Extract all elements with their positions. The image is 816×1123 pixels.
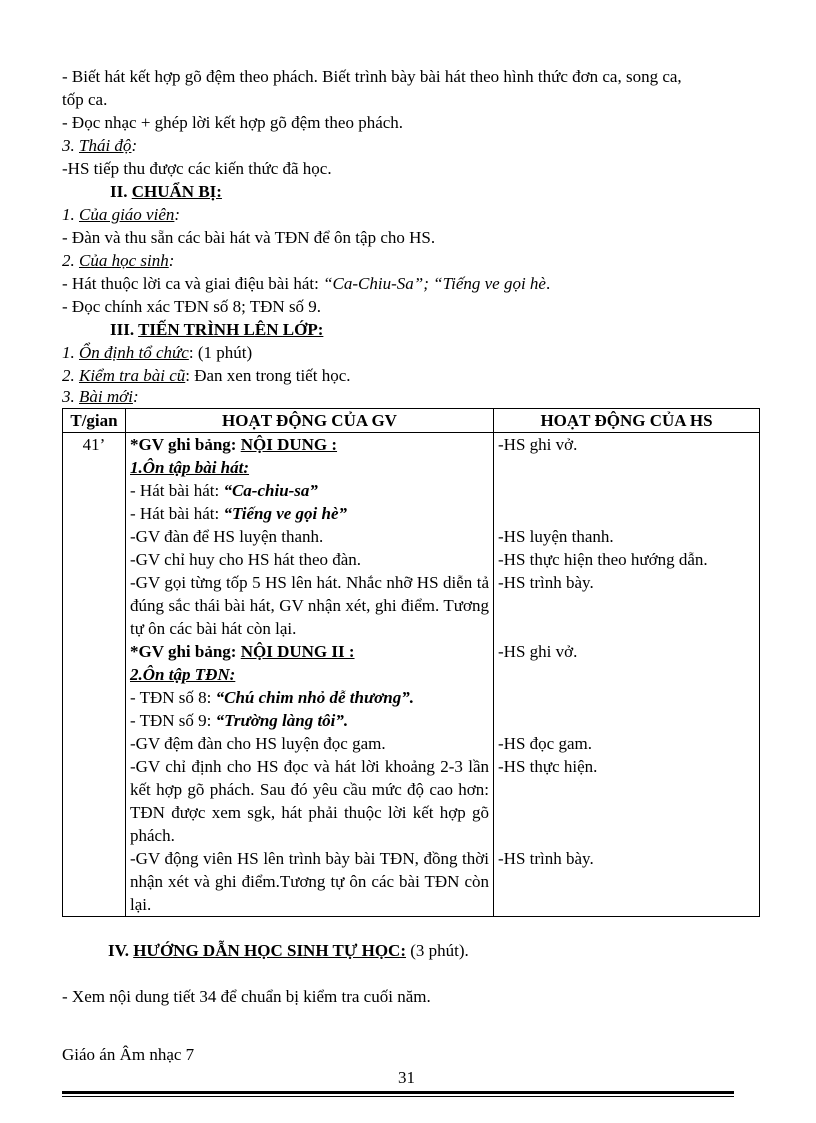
hs-spacer — [498, 824, 755, 847]
gv-content-title: NỘI DUNG II : — [240, 642, 355, 661]
gv-song-title: “Ca-chiu-sa” — [223, 481, 318, 500]
student-activity-cell — [494, 433, 760, 917]
section-3-number: III. — [110, 320, 135, 339]
gv-line: -GV chỉ định cho HS đọc và hát lời khoảng 2-3 lần kết hợp gõ phách. Sau đó yêu cầu mức độ cao hơn: TĐN được xem sgk, hát phải thuộc lời kết hợp gõ phách. — [130, 757, 489, 845]
hs-line: -HS luyện thanh. — [498, 527, 614, 546]
step-3-number: 3. — [62, 387, 75, 406]
gv-content-title: NỘI DUNG : — [240, 435, 338, 454]
attitude-number: 3. — [62, 136, 75, 155]
hs-spacer — [498, 594, 755, 617]
gv-line: 1.Ôn tập bài hát: — [130, 458, 250, 477]
step-1-number: 1. — [62, 343, 75, 362]
section-3-heading — [110, 319, 323, 341]
gv-text: - TĐN số 9: — [130, 711, 216, 730]
song-titles: “Ca-Chiu-Sa”; “Tiếng ve gọi hè — [323, 274, 546, 293]
hs-line: -HS thực hiện theo hướng dẫn. — [498, 550, 708, 569]
step-1-rest: : (1 phút) — [188, 343, 253, 362]
gv-line: -GV động viên HS lên trình bày bài TĐN, đồng thời nhận xét và ghi điểm.Tương tự ôn các bài TĐN còn lại. — [130, 849, 489, 914]
hs-spacer — [498, 801, 755, 824]
section-2-number: II. — [110, 182, 128, 201]
footer-rule-thick — [62, 1091, 734, 1094]
gv-exercise-title: “Trường làng tôi”. — [215, 711, 349, 730]
gv-board-label: *GV ghi bảng: — [130, 435, 241, 454]
hs-line: -HS trình bày. — [498, 573, 594, 592]
section-4-rest: (3 phút). — [406, 941, 469, 960]
hs-spacer — [498, 479, 755, 502]
table-row — [63, 433, 760, 917]
gv-line: -GV gọi từng tốp 5 HS lên hát. Nhắc nhỡ HS diễn tả đúng sắc thái bài hát, GV nhận xét, ghi điểm. Tương tự ôn các bài hát còn lại. — [130, 573, 489, 638]
gv-text: - TĐN số 8: — [130, 688, 216, 707]
student-prep-text-1 — [62, 273, 550, 295]
hs-spacer — [498, 778, 755, 801]
student-prep-text-1c: . — [545, 274, 551, 293]
hs-spacer — [498, 663, 755, 686]
header-time: T/gian — [63, 409, 126, 433]
gv-line — [130, 433, 489, 456]
gv-line — [130, 686, 489, 709]
gv-song-title: “Tiếng ve gọi hè” — [223, 504, 348, 523]
table-header-row — [63, 409, 760, 433]
section-2-title: CHUẨN BỊ: — [131, 182, 222, 201]
intro-line-4: -HS tiếp thu được các kiến thức đã học. — [62, 159, 332, 178]
hs-spacer — [498, 502, 755, 525]
teacher-activity-cell — [126, 433, 494, 917]
hs-spacer — [498, 617, 755, 640]
intro-line-3: - Đọc nhạc + ghép lời kết hợp gõ đệm theo phách. — [62, 113, 404, 132]
step-3 — [62, 386, 139, 408]
step-1-label: Ổn định tổ chức — [79, 343, 189, 362]
step-2-rest: : Đan xen trong tiết học. — [185, 366, 351, 385]
step-3-label: Bài mới — [79, 387, 133, 406]
page-number: 31 — [398, 1068, 415, 1087]
section-4-text: - Xem nội dung tiết 34 để chuẩn bị kiểm tra cuối năm. — [62, 987, 431, 1006]
gv-line: -GV chỉ huy cho HS hát theo đàn. — [130, 550, 362, 569]
lesson-activity-table — [62, 408, 760, 917]
step-2 — [62, 365, 351, 387]
hs-spacer — [498, 709, 755, 732]
footer-rule-thin — [62, 1096, 734, 1097]
student-prep-number: 2. — [62, 251, 75, 270]
gv-text: - Hát bài hát: — [130, 481, 224, 500]
gv-line — [130, 479, 489, 502]
teacher-prep-label: Của giáo viên — [79, 205, 175, 224]
attitude-label: Thái độ — [79, 136, 132, 155]
student-prep-label: Của học sinh — [79, 251, 169, 270]
step-2-label: Kiểm tra bài cũ — [79, 366, 186, 385]
section-3-title: TIẾN TRÌNH LÊN LỚP: — [138, 320, 324, 339]
student-prep-text-1a: - Hát thuộc lời ca và giai điệu bài hát: — [62, 274, 319, 293]
hs-line: -HS thực hiện. — [498, 757, 598, 776]
time-cell: 41’ — [63, 433, 126, 917]
student-prep-heading — [62, 250, 174, 272]
header-teacher-activity: HOẠT ĐỘNG CỦA GV — [126, 409, 494, 433]
student-prep-text-2: - Đọc chính xác TĐN số 8; TĐN số 9. — [62, 297, 322, 316]
intro-line-2: tốp ca. — [62, 90, 108, 109]
gv-line — [130, 709, 489, 732]
attitude-heading — [62, 135, 137, 157]
gv-line — [130, 502, 489, 525]
student-prep-colon: : — [168, 251, 175, 270]
gv-line — [130, 640, 489, 663]
gv-line: -GV đàn để HS luyện thanh. — [130, 527, 324, 546]
hs-line: -HS ghi vở. — [498, 435, 578, 454]
step-3-rest: : — [132, 387, 139, 406]
hs-spacer — [498, 456, 755, 479]
teacher-prep-number: 1. — [62, 205, 75, 224]
gv-exercise-title: “Chú chim nhỏ dễ thương”. — [215, 688, 414, 707]
footer-label: Giáo án Âm nhạc 7 — [62, 1045, 195, 1064]
step-1 — [62, 342, 252, 364]
step-2-number: 2. — [62, 366, 75, 385]
section-4-title: HƯỚNG DẪN HỌC SINH TỰ HỌC: — [133, 941, 406, 960]
hs-line: -HS đọc gam. — [498, 734, 592, 753]
gv-board-label: *GV ghi bảng: — [130, 642, 241, 661]
attitude-colon: : — [131, 136, 138, 155]
section-2-heading — [110, 181, 222, 203]
hs-spacer — [498, 686, 755, 709]
hs-line: -HS ghi vở. — [498, 642, 578, 661]
section-4-number: IV. — [108, 941, 129, 960]
intro-line-1: - Biết hát kết hợp gõ đệm theo phách. Biết trình bày bài hát theo hình thức đơn ca, song ca, — [62, 67, 682, 86]
teacher-prep-heading — [62, 204, 180, 226]
teacher-prep-colon: : — [174, 205, 181, 224]
gv-line: 2.Ôn tập TĐN: — [130, 665, 236, 684]
teacher-prep-text: - Đàn và thu sẵn các bài hát và TĐN để ôn tập cho HS. — [62, 228, 436, 247]
hs-line: -HS trình bày. — [498, 849, 594, 868]
gv-text: - Hát bài hát: — [130, 504, 224, 523]
section-4-heading — [108, 940, 469, 962]
gv-line: -GV đệm đàn cho HS luyện đọc gam. — [130, 734, 386, 753]
header-student-activity: HOẠT ĐỘNG CỦA HS — [494, 409, 760, 433]
